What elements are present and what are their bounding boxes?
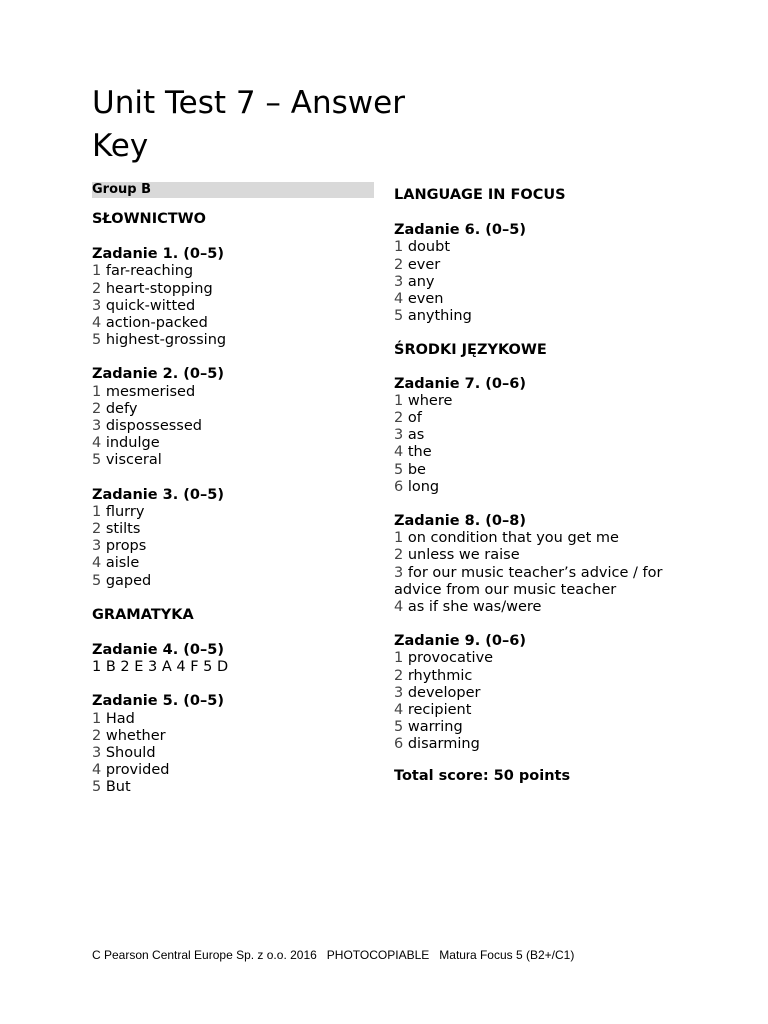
answer-text: long [407,478,440,495]
answer-item [394,462,694,479]
answer-item [92,504,382,521]
answer-text: stilts [105,521,141,538]
answer-text: recipient [407,702,472,719]
answer-item [92,315,382,332]
answer-item [92,418,382,435]
answer-item [394,393,694,410]
answer-item [394,410,694,427]
answer-text: action-packed [105,315,208,332]
section-heading-vocabulary: SŁOWNICTWO [92,211,206,227]
answer-number: 4 [394,599,408,616]
answer-list [394,650,694,753]
answer-number: 1 [92,710,106,727]
answer-item [394,239,694,256]
answer-list [394,530,694,616]
answer-list [92,711,382,797]
answer-number: 2 [394,667,408,684]
task-title: Zadanie 2. (0–5) [92,366,224,383]
answer-text: where [407,392,453,409]
answer-item [92,521,382,538]
answer-number: 4 [92,762,106,779]
answer-text: developer [407,684,481,701]
group-label: Group B [92,182,374,198]
answer-item [92,573,382,590]
answer-number: 1 [92,263,106,280]
answer-list [394,239,694,325]
answer-text: defy [105,400,138,417]
answer-text: props [105,538,147,555]
answer-number: 5 [394,308,408,325]
answer-item [394,444,694,461]
answer-item [394,599,694,616]
answer-number: 2 [92,521,106,538]
left-column [92,182,382,814]
answer-text: mesmerised [105,383,196,400]
task-3 [92,487,382,590]
answer-item [394,308,694,325]
answer-text: on condition that you get me [407,530,619,547]
answer-item [92,538,382,555]
answer-text: any [407,273,435,290]
task-5 [92,693,382,796]
answer-number: 3 [394,273,408,290]
answer-text: rhythmic [407,667,473,684]
answer-item [92,298,382,315]
answer-number: 3 [394,564,408,581]
task-title: Zadanie 9. (0–6) [394,633,526,650]
answer-number: 4 [92,555,106,572]
footer-copyright: C Pearson Central Europe Sp. z o.o. 2016 PHOTOCOPIABLE Matura Focus 5 (B2+/C1) [92,948,575,962]
answer-number: 5 [92,572,106,589]
answer-number: 6 [394,478,408,495]
answer-item [92,384,382,401]
answer-text: be [407,461,426,478]
answer-item [394,257,694,274]
answer-number: 2 [92,400,106,417]
answer-item [394,702,694,719]
answer-number: 4 [92,315,106,332]
answer-text: the [407,444,432,461]
task-title: Zadanie 1. (0–5) [92,246,224,263]
answer-item [92,762,382,779]
answer-number: 2 [394,256,408,273]
answer-text: for our music teacher’s advice / for advice from our music teacher [394,564,663,598]
answer-text: But [105,779,131,796]
answer-text: quick-witted [105,297,196,314]
answer-text: indulge [105,435,160,452]
answer-text: as [407,427,425,444]
answer-number: 3 [92,297,106,314]
task-7 [394,376,694,496]
answer-text: of [407,410,422,427]
answer-item [92,779,382,796]
answer-number: 6 [394,736,408,753]
answer-number: 1 [394,392,408,409]
answer-text: whether [105,727,166,744]
answer-number: 1 [92,383,106,400]
answer-text: ever [407,256,441,273]
task-6 [394,222,694,325]
task-title: Zadanie 3. (0–5) [92,486,224,503]
answer-list [92,263,382,349]
answer-item [92,281,382,298]
task-title: Zadanie 6. (0–5) [394,222,526,239]
answer-item [92,401,382,418]
answer-text: Had [105,710,135,727]
task-4 [92,642,382,676]
answer-text: heart-stopping [105,280,213,297]
answer-number: 1 [394,239,408,256]
answer-number: 5 [92,332,106,349]
answer-number: 1 [92,503,106,520]
answer-item [394,291,694,308]
answer-number: 4 [394,291,408,308]
answer-item [394,668,694,685]
task-title: Zadanie 7. (0–6) [394,375,526,392]
answer-text: flurry [105,503,145,520]
answer-item [394,547,694,564]
answer-item [92,745,382,762]
task-1 [92,246,382,349]
answer-item [394,650,694,667]
answer-text: visceral [105,452,162,469]
answer-number: 3 [92,418,106,435]
answer-line: 1 B 2 E 3 A 4 F 5 D [92,659,229,676]
section-heading-grammar: GRAMATYKA [92,606,194,623]
section-heading-language-in-focus: LANGUAGE IN FOCUS [394,187,566,203]
answer-text: far-reaching [105,263,194,280]
right-column [394,187,694,785]
answer-item [394,736,694,753]
answer-item [92,332,382,349]
answer-item [394,565,664,599]
answer-text: gaped [105,572,152,589]
task-title: Zadanie 8. (0–8) [394,513,526,530]
answer-text: even [407,291,444,308]
answer-item [92,711,382,728]
answer-text: highest-grossing [105,332,227,349]
answer-text: Should [105,745,156,762]
task-9 [394,633,694,753]
answer-list [394,393,694,496]
answer-text: unless we raise [407,547,520,564]
answer-number: 5 [92,452,106,469]
answer-list [92,384,382,470]
answer-number: 3 [92,538,106,555]
answer-item [394,274,694,291]
answer-item [394,530,694,547]
answer-number: 4 [394,444,408,461]
answer-item [394,427,694,444]
answer-number: 5 [394,719,408,736]
answer-item [92,435,382,452]
answer-number: 5 [394,461,408,478]
answer-text: as if she was/were [407,599,542,616]
answer-text: disarming [407,736,480,753]
answer-number: 3 [394,427,408,444]
answer-item [394,719,694,736]
answer-number: 1 [394,650,408,667]
task-8 [394,513,694,616]
answer-number: 5 [92,779,106,796]
answer-text: aisle [105,555,140,572]
answer-text: anything [407,308,472,325]
answer-text: provocative [407,650,494,667]
answer-item [92,555,382,572]
answer-text: provided [105,762,170,779]
answer-number: 2 [92,280,106,297]
answer-list [92,504,382,590]
task-title: Zadanie 5. (0–5) [92,693,224,710]
task-title: Zadanie 4. (0–5) [92,642,224,659]
answer-number: 4 [92,435,106,452]
answer-item [92,728,382,745]
answer-item [394,685,694,702]
answer-text: doubt [407,239,450,256]
page-title: Unit Test 7 – Answer Key [92,85,405,164]
task-2 [92,366,382,469]
answer-number: 3 [394,684,408,701]
answer-text: warring [407,719,463,736]
answer-item [92,263,382,280]
answer-item [92,452,382,469]
answer-number: 2 [394,410,408,427]
total-score: Total score: 50 points [394,767,571,784]
answer-number: 1 [394,530,408,547]
section-heading-srodki-jezykowe: ŚRODKI JĘZYKOWE [394,342,547,359]
answer-item [394,479,694,496]
answer-number: 2 [92,727,106,744]
answer-number: 4 [394,702,408,719]
answer-text: dispossessed [105,418,202,435]
answer-number: 3 [92,745,106,762]
answer-number: 2 [394,547,408,564]
